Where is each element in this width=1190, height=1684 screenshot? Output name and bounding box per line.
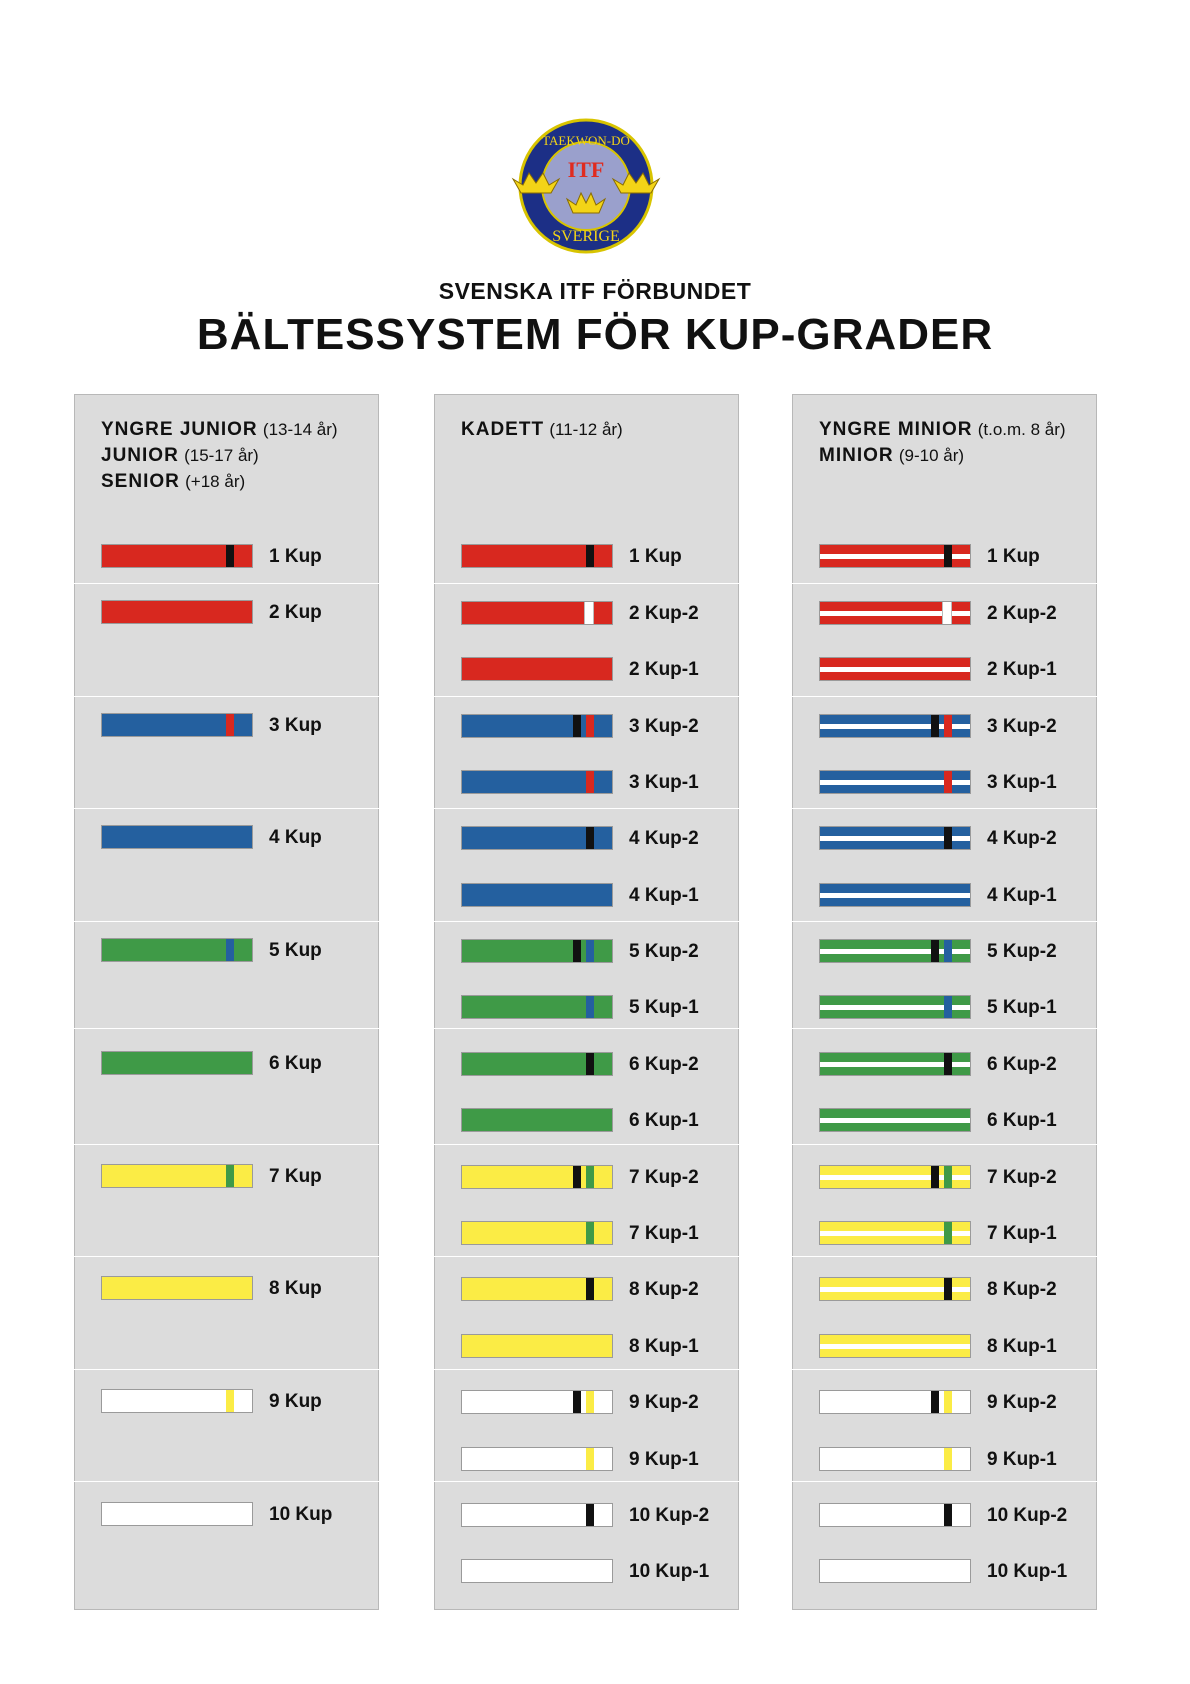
row-divider [74, 921, 1097, 922]
blue-belt [461, 770, 613, 794]
white-belt [819, 1559, 971, 1583]
red-belt [819, 657, 971, 681]
kup-label: 2 Kup-1 [629, 659, 699, 680]
red-tip-stripe [944, 771, 952, 793]
black-tip-stripe [931, 940, 939, 962]
kup-label: 3 Kup [269, 715, 322, 736]
black-tip-stripe [586, 545, 594, 567]
red-belt [101, 600, 253, 624]
black-tip-stripe [931, 1391, 939, 1413]
black-tip-stripe [944, 1504, 952, 1526]
red-tip-stripe [586, 715, 594, 737]
kup-label: 10 Kup-1 [629, 1561, 710, 1582]
group-name: JUNIOR [101, 445, 179, 466]
group-name: YNGRE JUNIOR [101, 419, 258, 440]
blue-tip-stripe [944, 996, 952, 1018]
yellow-tip-stripe [944, 1448, 952, 1470]
green-tip-stripe [586, 1222, 594, 1244]
belt-white-stripe [820, 893, 970, 898]
kup-label: 8 Kup-2 [987, 1279, 1057, 1300]
group-age: (11-12 år) [549, 420, 623, 439]
black-tip-stripe [586, 1053, 594, 1075]
black-tip-stripe [586, 1278, 594, 1300]
row-divider [74, 1481, 1097, 1482]
belt-white-stripe [820, 667, 970, 672]
white-belt [819, 1390, 971, 1414]
red-tip-stripe [586, 771, 594, 793]
kup-label: 5 Kup-1 [987, 997, 1057, 1018]
kup-label: 1 Kup [629, 546, 682, 567]
kup-label: 5 Kup [269, 940, 322, 961]
row-divider [74, 1369, 1097, 1370]
kup-label: 4 Kup-2 [987, 828, 1057, 849]
kup-label: 6 Kup-1 [987, 1110, 1057, 1131]
white-tip-stripe [584, 602, 594, 624]
group-age: (13-14 år) [262, 420, 338, 439]
group-age: (9-10 år) [898, 446, 965, 465]
green-tip-stripe [944, 1222, 952, 1244]
kup-label: 2 Kup [269, 602, 322, 623]
red-belt [461, 544, 613, 568]
kup-label: 7 Kup-2 [987, 1167, 1057, 1188]
group-age: (15-17 år) [184, 446, 259, 465]
yellow-belt [819, 1165, 971, 1189]
white-belt [819, 1447, 971, 1471]
green-belt [819, 1108, 971, 1132]
black-tip-stripe [944, 1278, 952, 1300]
green-belt [101, 938, 253, 962]
red-belt [101, 544, 253, 568]
kup-label: 10 Kup-2 [629, 1505, 710, 1526]
blue-belt [819, 883, 971, 907]
black-tip-stripe [944, 1053, 952, 1075]
group-header [819, 417, 1066, 469]
yellow-belt [461, 1334, 613, 1358]
column-junior-senior [74, 394, 379, 1610]
yellow-tip-stripe [944, 1391, 952, 1413]
green-belt [819, 995, 971, 1019]
blue-tip-stripe [226, 939, 234, 961]
group-header [101, 417, 338, 495]
black-tip-stripe [226, 545, 234, 567]
kup-label: 9 Kup-1 [629, 1449, 699, 1470]
organization-name: SVENSKA ITF FÖRBUNDET [438, 278, 752, 304]
white-belt [461, 1447, 613, 1471]
red-belt [819, 544, 971, 568]
kup-label: 5 Kup-2 [629, 941, 699, 962]
page-title: BÄLTESSYSTEM FÖR KUP-GRADER [196, 310, 994, 359]
white-belt [101, 1502, 253, 1526]
black-tip-stripe [931, 715, 939, 737]
logo-center-text: ITF [567, 157, 605, 182]
black-tip-stripe [573, 715, 581, 737]
green-belt [461, 995, 613, 1019]
kup-label: 4 Kup-2 [629, 828, 699, 849]
itf-sverige-logo [511, 115, 661, 255]
row-divider [74, 1144, 1097, 1145]
kup-label: 1 Kup [269, 546, 322, 567]
kup-label: 6 Kup-1 [629, 1110, 699, 1131]
row-divider [74, 696, 1097, 697]
blue-tip-stripe [944, 940, 952, 962]
green-tip-stripe [226, 1165, 234, 1187]
kup-label: 5 Kup-2 [987, 941, 1057, 962]
logo-bottom-text: SVERIGE [552, 228, 620, 245]
white-belt [461, 1390, 613, 1414]
kup-label: 9 Kup-2 [629, 1392, 699, 1413]
kup-label: 9 Kup-1 [987, 1449, 1057, 1470]
blue-belt [819, 826, 971, 850]
kup-label: 4 Kup [269, 827, 322, 848]
green-belt [461, 939, 613, 963]
green-belt [461, 1052, 613, 1076]
kup-label: 4 Kup-1 [987, 885, 1057, 906]
column-kadett [434, 394, 739, 1610]
black-tip-stripe [573, 940, 581, 962]
white-tip-stripe [942, 602, 952, 624]
row-divider [74, 808, 1097, 809]
blue-belt [461, 714, 613, 738]
kup-label: 2 Kup-2 [629, 603, 699, 624]
black-tip-stripe [944, 545, 952, 567]
blue-belt [461, 826, 613, 850]
white-belt [461, 1559, 613, 1583]
kup-label: 1 Kup [987, 546, 1040, 567]
kup-label: 4 Kup-1 [629, 885, 699, 906]
kup-label: 6 Kup-2 [987, 1054, 1057, 1075]
kup-label: 7 Kup [269, 1166, 322, 1187]
black-tip-stripe [931, 1166, 939, 1188]
blue-tip-stripe [586, 996, 594, 1018]
row-divider [74, 1256, 1097, 1257]
kup-label: 3 Kup-1 [629, 772, 699, 793]
yellow-tip-stripe [226, 1390, 234, 1412]
black-tip-stripe [573, 1391, 581, 1413]
kup-label: 9 Kup-2 [987, 1392, 1057, 1413]
black-tip-stripe [586, 1504, 594, 1526]
kup-label: 6 Kup [269, 1053, 322, 1074]
yellow-belt [101, 1164, 253, 1188]
blue-belt [101, 825, 253, 849]
row-divider [74, 1028, 1097, 1029]
blue-belt [819, 770, 971, 794]
green-belt [461, 1108, 613, 1132]
blue-belt [461, 883, 613, 907]
kup-label: 10 Kup-1 [987, 1561, 1068, 1582]
group-name: MINIOR [819, 445, 894, 466]
black-tip-stripe [586, 827, 594, 849]
kup-label: 8 Kup-1 [629, 1336, 699, 1357]
blue-tip-stripe [586, 940, 594, 962]
red-belt [461, 601, 613, 625]
kup-label: 3 Kup-1 [987, 772, 1057, 793]
kup-label: 2 Kup-1 [987, 659, 1057, 680]
kup-label: 3 Kup-2 [987, 716, 1057, 737]
green-tip-stripe [944, 1166, 952, 1188]
yellow-belt [101, 1276, 253, 1300]
yellow-tip-stripe [586, 1391, 594, 1413]
blue-belt [819, 714, 971, 738]
kup-label: 7 Kup-1 [987, 1223, 1057, 1244]
column-minior [792, 394, 1097, 1610]
red-tip-stripe [226, 714, 234, 736]
yellow-belt [819, 1221, 971, 1245]
yellow-tip-stripe [586, 1448, 594, 1470]
logo-top-text: TAEKWON-DO [542, 133, 630, 148]
kup-label: 3 Kup-2 [629, 716, 699, 737]
green-belt [819, 939, 971, 963]
red-belt [819, 601, 971, 625]
blue-belt [101, 713, 253, 737]
kup-label: 2 Kup-2 [987, 603, 1057, 624]
group-name: KADETT [461, 419, 545, 440]
kup-label: 8 Kup-2 [629, 1279, 699, 1300]
green-belt [819, 1052, 971, 1076]
red-belt [461, 657, 613, 681]
kup-label: 9 Kup [269, 1391, 322, 1412]
kup-label: 7 Kup-1 [629, 1223, 699, 1244]
kup-label: 6 Kup-2 [629, 1054, 699, 1075]
belt-white-stripe [820, 1344, 970, 1349]
row-divider [74, 583, 1097, 584]
kup-label: 10 Kup-2 [987, 1505, 1068, 1526]
red-tip-stripe [944, 715, 952, 737]
black-tip-stripe [944, 827, 952, 849]
group-name: SENIOR [101, 471, 180, 492]
kup-label: 8 Kup-1 [987, 1336, 1057, 1357]
kup-label: 10 Kup [269, 1504, 333, 1525]
belt-white-stripe [820, 1118, 970, 1123]
green-tip-stripe [586, 1166, 594, 1188]
white-belt [461, 1503, 613, 1527]
green-belt [101, 1051, 253, 1075]
group-age: (t.o.m. 8 år) [977, 420, 1066, 439]
kup-label: 8 Kup [269, 1278, 322, 1299]
yellow-belt [461, 1165, 613, 1189]
kup-label: 7 Kup-2 [629, 1167, 699, 1188]
kup-label: 5 Kup-1 [629, 997, 699, 1018]
yellow-belt [819, 1277, 971, 1301]
group-age: (+18 år) [185, 472, 246, 491]
yellow-belt [819, 1334, 971, 1358]
black-tip-stripe [573, 1166, 581, 1188]
yellow-belt [461, 1277, 613, 1301]
group-header [461, 417, 623, 443]
white-belt [101, 1389, 253, 1413]
group-name: YNGRE MINIOR [819, 419, 973, 440]
yellow-belt [461, 1221, 613, 1245]
white-belt [819, 1503, 971, 1527]
